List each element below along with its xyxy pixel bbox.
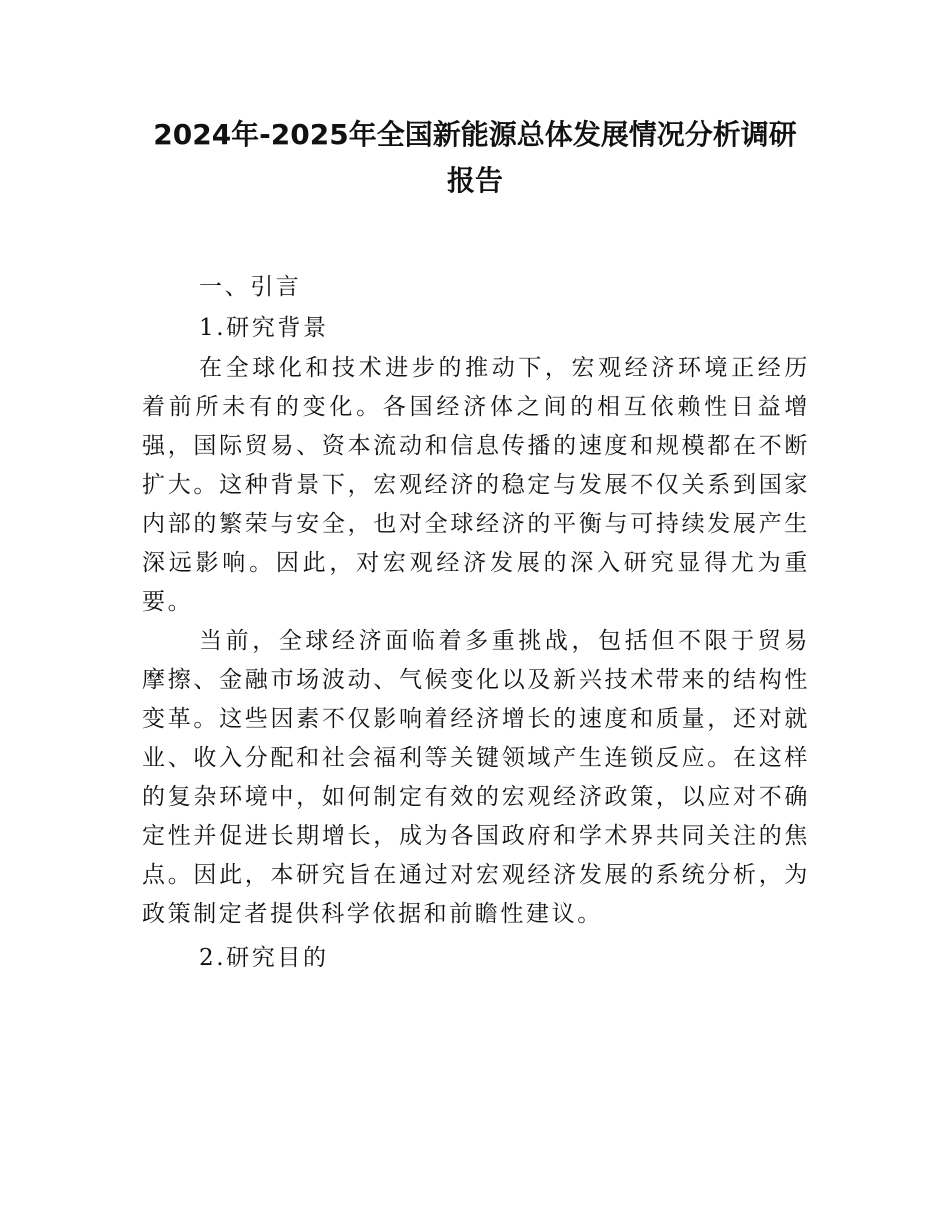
subsection-heading-background: 1.研究背景 bbox=[199, 315, 329, 341]
section-heading-introduction: 一、引言 bbox=[199, 274, 302, 300]
subsection-heading-purpose: 2.研究目的 bbox=[199, 945, 329, 971]
document-title: 2024年-2025年全国新能源总体发展情况分析调研报告 bbox=[153, 118, 797, 197]
document-body bbox=[142, 266, 810, 979]
paragraph-background-1: 在全球化和技术进步的推动下，宏观经济环境正经历着前所未有的变化。各国经济体之间的相互依赖性日益增强，国际贸易、资本流动和信息传播的速度和规模都在不断扩大。这种背景下，宏观经济的稳定与发展不仅关系到国家内部的繁荣与安全，也对全球经济的平衡与可持续发展产生深远影响。因此，对宏观经济发展的深入研究显得尤为重要。 bbox=[142, 355, 810, 615]
paragraph-background-2: 当前，全球经济面临着多重挑战，包括但不限于贸易摩擦、金融市场波动、气候变化以及新兴技术带来的结构性变革。这些因素不仅影响着经济增长的速度和质量，还对就业、收入分配和社会福利等关键领域产生连锁反应。在这样的复杂环境中，如何制定有效的宏观经济政策，以应对不确定性并促进长期增长，成为各国政府和学术界共同关注的焦点。因此，本研究旨在通过对宏观经济发展的系统分析，为政策制定者提供科学依据和前瞻性建议。 bbox=[142, 628, 810, 927]
